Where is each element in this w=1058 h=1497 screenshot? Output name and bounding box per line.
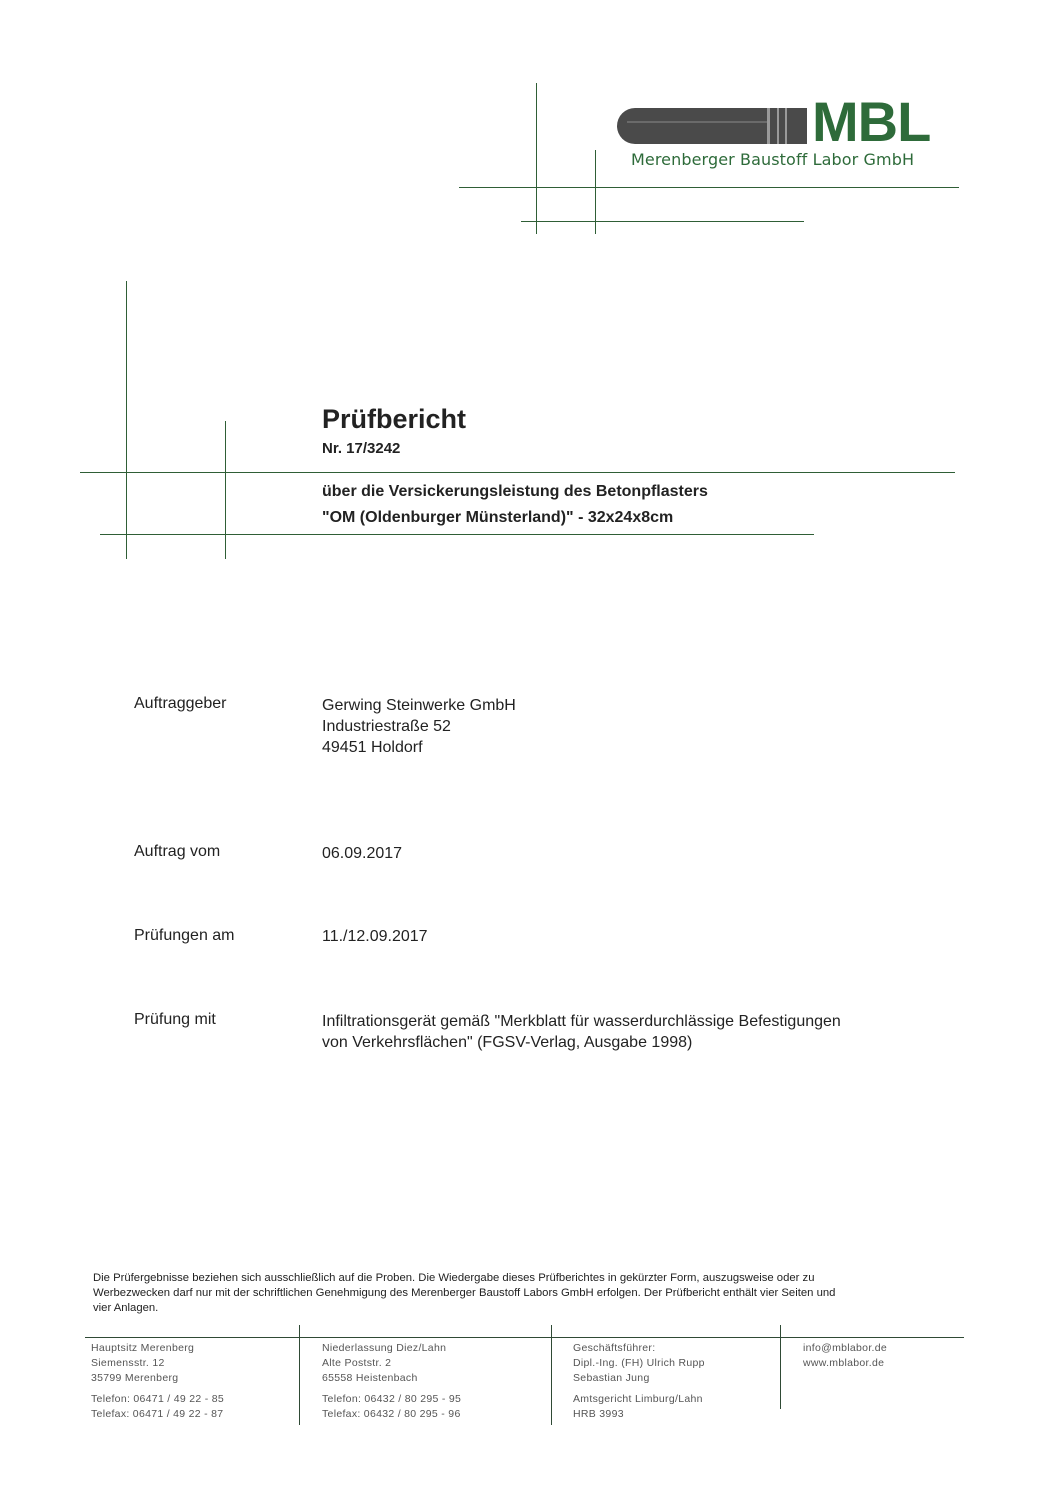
client-name: Gerwing Steinwerke GmbH: [322, 697, 516, 714]
footer-management-title: Geschäftsführer:: [573, 1342, 656, 1354]
report-number: Nr. 17/3242: [322, 440, 401, 457]
disclaimer-line-1: Die Prüfergebnisse beziehen sich ausschließlich auf die Proben. Die Wiedergabe dieses Prüfberichtes in gekürzter Form, auszugsweise oder zu: [93, 1272, 815, 1284]
client-value: [322, 695, 516, 758]
footer-hq-fax: Telefax: 06471 / 49 22 - 87: [91, 1408, 224, 1420]
footer-rule-vertical-1: [299, 1325, 300, 1425]
header-rule-horizontal-2: [521, 221, 804, 222]
footer-column-headquarters: [91, 1341, 224, 1422]
footer-court: Amtsgericht Limburg/Lahn: [573, 1393, 703, 1405]
disclaimer: [93, 1271, 953, 1316]
footer-management-person-2: Sebastian Jung: [573, 1372, 650, 1384]
order-date-value: 06.09.2017: [322, 845, 403, 862]
logo-bar-graphic: [617, 108, 807, 144]
footer-hq-street: Siemensstr. 12: [91, 1357, 165, 1369]
footer-rule-vertical-3: [780, 1325, 781, 1409]
disclaimer-line-2: Werbezwecken darf nur mit der schriftlichen Genehmigung des Merenberger Baustoff Labors GmbH erfolgen. Der Prüfbericht enthält vier Seiten und: [93, 1287, 836, 1299]
test-method-line-1: Infiltrationsgerät gemäß "Merkblatt für wasserdurchlässige Befestigungen: [322, 1013, 841, 1030]
footer-branch-title: Niederlassung Diez/Lahn: [322, 1342, 447, 1354]
footer-hq-city: 35799 Merenberg: [91, 1372, 179, 1384]
footer-rule-horizontal: [85, 1337, 964, 1338]
header-rule-horizontal-1: [459, 187, 959, 188]
footer-email-link[interactable]: info@mblabor.de: [803, 1342, 888, 1354]
footer-branch-street: Alte Poststr. 2: [322, 1357, 392, 1369]
title-rule-vertical-left: [126, 281, 127, 559]
footer-website-link[interactable]: www.mblabor.de: [803, 1357, 885, 1369]
footer-rule-vertical-2: [551, 1325, 552, 1425]
header-rule-vertical-1: [536, 83, 537, 234]
logo-graphic: [617, 108, 807, 144]
test-dates-label: Prüfungen am: [134, 927, 235, 944]
test-dates-value: 11./12.09.2017: [322, 928, 428, 945]
test-method-value: [322, 1011, 841, 1053]
title-rule-vertical-right: [225, 421, 226, 559]
test-method-line-2: von Verkehrsflächen" (FGSV-Verlag, Ausgabe 1998): [322, 1034, 693, 1051]
client-label: Auftraggeber: [134, 695, 227, 712]
title-rule-horizontal-top: [80, 472, 955, 473]
footer-hq-phone: Telefon: 06471 / 49 22 - 85: [91, 1393, 225, 1405]
logo-company-name: Merenberger Baustoff Labor GmbH: [631, 150, 915, 169]
report-subject-line-2: "OM (Oldenburger Münsterland)" - 32x24x8cm: [322, 509, 674, 526]
footer-column-contact: [803, 1341, 887, 1371]
client-street: Industriestraße 52: [322, 718, 451, 735]
footer-branch-fax: Telefax: 06432 / 80 295 - 96: [322, 1408, 461, 1420]
test-method-label: Prüfung mit: [134, 1011, 216, 1028]
footer-management-person-1: Dipl.-Ing. (FH) Ulrich Rupp: [573, 1357, 705, 1369]
footer-branch-phone: Telefon: 06432 / 80 295 - 95: [322, 1393, 462, 1405]
order-date-label: Auftrag vom: [134, 843, 221, 860]
logo-wordmark: MBL: [812, 90, 931, 153]
client-city: 49451 Holdorf: [322, 739, 423, 756]
report-subject-line-1: über die Versickerungsleistung des Betonpflasters: [322, 483, 708, 500]
title-rule-horizontal-bottom: [100, 534, 814, 535]
footer-column-management: [573, 1341, 705, 1422]
report-title: Prüfbericht: [322, 404, 467, 434]
footer-column-branch: [322, 1341, 461, 1422]
footer-registry: HRB 3993: [573, 1408, 624, 1420]
footer-hq-title: Hauptsitz Merenberg: [91, 1342, 195, 1354]
disclaimer-line-3: vier Anlagen.: [93, 1302, 159, 1314]
footer-branch-city: 65558 Heistenbach: [322, 1372, 418, 1384]
